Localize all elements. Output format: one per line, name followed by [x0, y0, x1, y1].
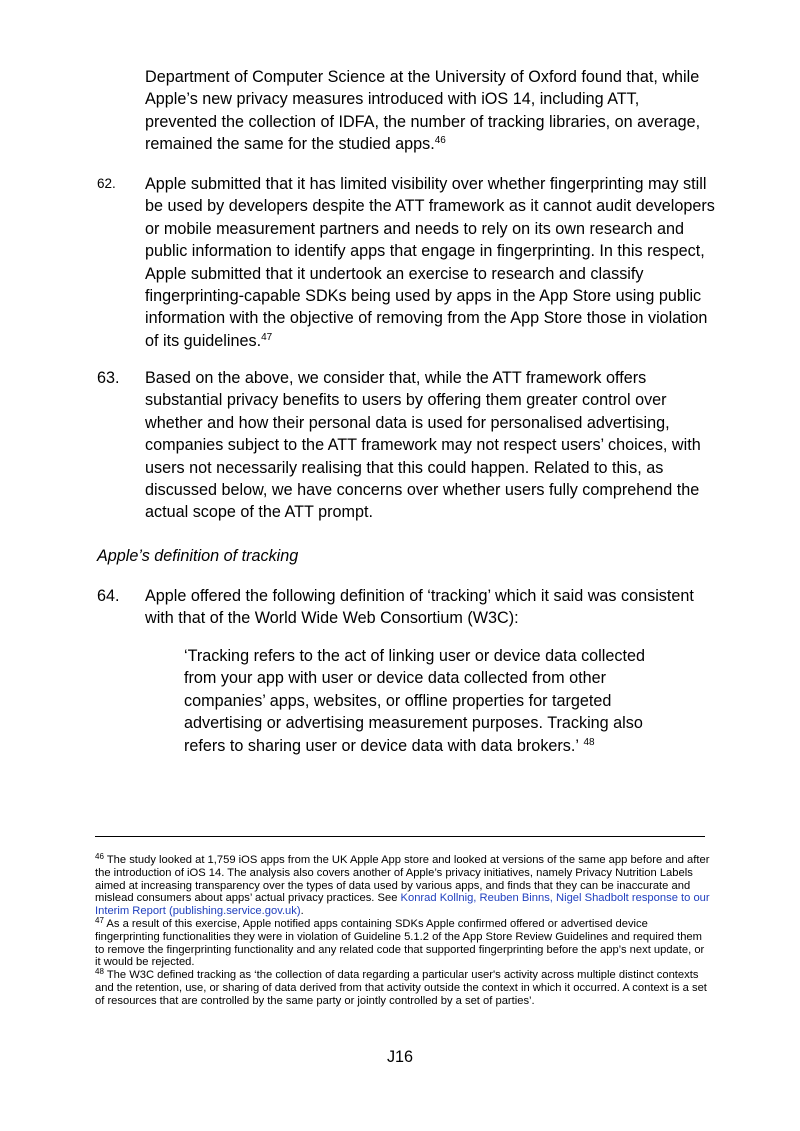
- footnote-46-tail: .: [300, 905, 304, 918]
- footnote-47: [95, 915, 710, 969]
- paragraph-62-text: Apple submitted that it has limited visibility over whether fingerprinting may still be used by developers despite the ATT framework as it cannot audit developers or mobile measurement partners and needs to rely on its own research and public information to identify apps that engage in fingerprinting. In this respect, Apple submitted that it undertook an exercise to research and classify fingerprinting-capable SDKs being used by apps in the App Store using public information with the objective of removing from the App Store those in violation of its guidelines.: [145, 175, 715, 350]
- footnote-46-link[interactable]: Konrad Kollnig, Reuben Binns, Nigel Shadbolt response to our Interim Report (publishing.service.gov.uk): [95, 892, 710, 918]
- paragraph-number-64: 64.: [97, 587, 120, 605]
- footnote-46-number: 46: [95, 852, 104, 861]
- paragraph-64: [145, 585, 715, 630]
- paragraph-61-continued: [145, 66, 715, 156]
- paragraph-64-text: Apple offered the following definition of ‘tracking’ which it said was consistent with that of the World Wide Web Consortium (W3C):: [145, 587, 694, 628]
- paragraph-63-text: Based on the above, we consider that, while the ATT framework offers substantial privacy benefits to users by offering them greater control over whether and how their personal data is used for personalised advertising, companies subject to the ATT framework may not respect users’ choices, with users not necessarily realising that this could happen. Related to this, as discussed below, we have concerns over whether users fully comprehend the actual scope of the ATT prompt.: [145, 369, 701, 522]
- paragraph-62: [145, 173, 715, 352]
- footnote-ref-46[interactable]: 46: [434, 135, 446, 147]
- footnote-46: [95, 854, 710, 918]
- section-heading: Apple’s definition of tracking: [97, 547, 299, 565]
- footnote-separator: [95, 836, 705, 837]
- block-quote-text: ‘Tracking refers to the act of linking user or device data collected from your app with user or device data collected from other companies’ apps, websites, or offline properties for targeted advertising or advertising measurement purposes. Tracking also refers to sharing user or device data with data brokers.’: [184, 647, 645, 755]
- footnote-48-text: The W3C defined tracking as ‘the collection of data regarding a particular user's activity across multiple distinct contexts and the retention, use, or sharing of data derived from that activity outside the context in which it occurred. A context is a set of resources that are controlled by the same party or jointly controlled by a set of parties’.: [95, 969, 707, 1007]
- footnote-48-number: 48: [95, 967, 104, 977]
- paragraph-number-62: 62.: [97, 176, 116, 191]
- footnote-ref-48[interactable]: 48: [583, 736, 595, 748]
- footnotes: [95, 854, 710, 1008]
- paragraph-number-63: 63.: [97, 369, 120, 387]
- paragraph-61-text: Department of Computer Science at the University of Oxford found that, while Apple’s new privacy measures introduced with iOS 14, including ATT, prevented the collection of IDFA, the number of tracking libraries, on average, remained the same for the studied apps.: [145, 68, 701, 154]
- footnote-47-text: As a result of this exercise, Apple notified apps containing SDKs Apple confirmed offered or advertised device fingerprinting functionalities they were in violation of Guideline 5.1.2 of the App Store Review Guidelines and required them to remove the fingerprinting functionality and any related code that supported fingerprinting before the app’s next update, or it would be rejected.: [95, 917, 705, 969]
- footnote-46-text: The study looked at 1,759 iOS apps from the UK Apple App store and looked at versions of the same app before and after the introduction of iOS 14. The analysis also covers another of Apple’s privacy initiatives, namely Privacy Nutrition Labels aimed at increasing transparency over the types of data used by various apps, and finds that they can be inaccurate and mislead consumers about apps’ actual privacy practices. See: [95, 854, 710, 905]
- footnote-ref-47[interactable]: 47: [261, 331, 273, 343]
- footnote-47-number: 47: [95, 915, 104, 925]
- footnote-48: [95, 969, 710, 1007]
- block-quote: [184, 645, 664, 757]
- page-number: J16: [386, 1048, 414, 1066]
- paragraph-63: [145, 367, 715, 524]
